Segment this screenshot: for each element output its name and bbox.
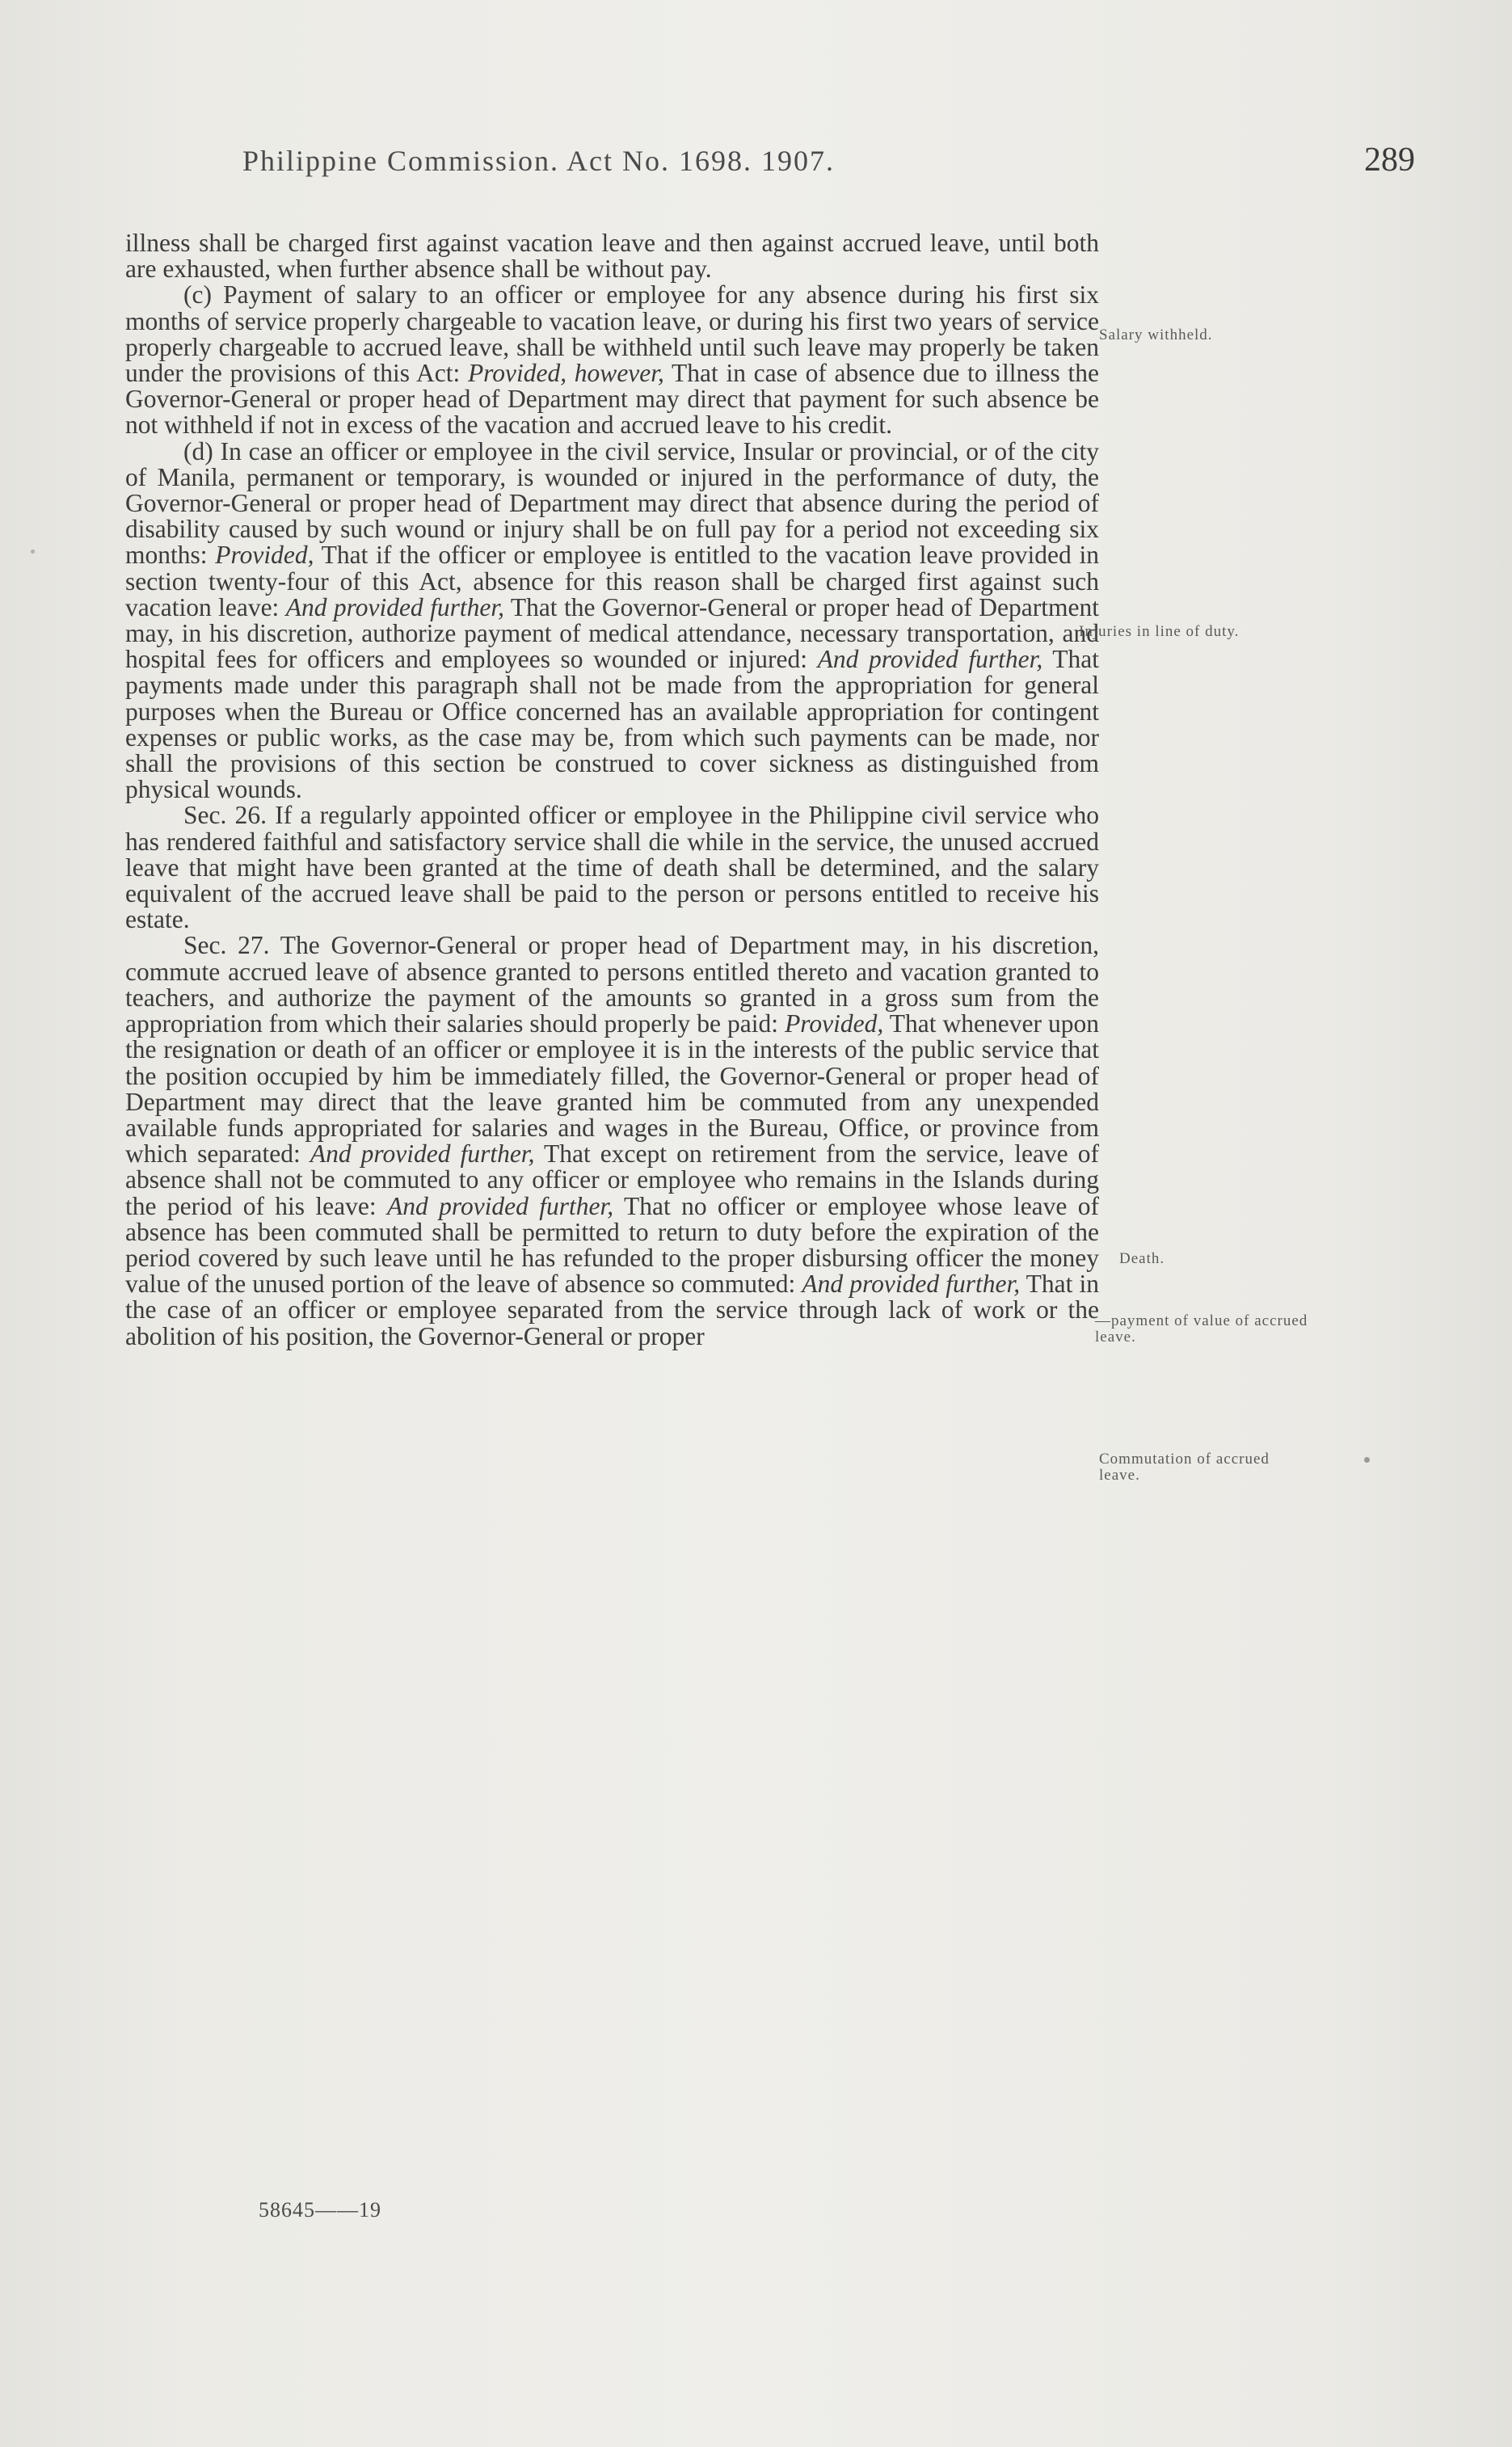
paragraph-c [125, 282, 1099, 438]
paragraph-text: That except on retirement from the service, leave of absence shall not be commuted to any officer or employee who remains in the Islands during the period of his leave: [125, 1139, 1099, 1220]
sidenote-injuries: Injuries in line of duty. [1079, 623, 1240, 640]
paragraph-continuation [125, 230, 1099, 282]
page-number: 289 [1364, 141, 1415, 179]
paragraph-text: That in case of absence due to illness the Governor-General or proper head of Department may direct that payment for such absence be not withheld if not in excess of the vacation and accrued leave to his credit. [125, 359, 1099, 440]
paragraph-text: Sec. 26. If a regularly appointed officer or employee in the Philippine civil service who has rendered faithful and satisfactory service shall die while in the service, the unused accrued leave that might have been granted at the time of death shall be determined, and the salary equivalent of the accrued leave shall be paid to the person or persons entitled to receive his estate. [125, 801, 1099, 934]
paragraph-text: (d) In case an officer or employee in the civil service, Insular or provincial, or of the city of Manila, permanent or temporary, is wounded or injured in the performance of duty, the Governor-General or proper head of Department may direct that absence during the period of disability caused by such wound or injury shall be on full pay for a period not exceeding six months: [125, 436, 1099, 570]
sidenote-commutation: Commutation of accrued leave. [1099, 1451, 1270, 1484]
proviso-italic: Provided, however, [467, 359, 664, 388]
proviso-italic: Provided, [785, 1009, 884, 1038]
paragraph-text: illness shall be charged first against vacation leave and then against accrued leave, until both are exhausted, when further absence shall be without pay. [125, 229, 1099, 284]
paragraph-d [125, 436, 1100, 804]
page-header [0, 141, 1512, 192]
paragraph-text: (c) Payment of salary to an officer or employee for any absence during his first six months of service properly chargeable to vacation leave, or during his first two years of service properly chargeable to accrued leave, shall be withheld until such leave may properly be taken under the provisions of this Act: [125, 280, 1099, 388]
running-head: Philippine Commission. Act No. 1698. 1907. [242, 145, 836, 177]
proviso-italic: And provided further, [285, 592, 504, 621]
section-27 [125, 933, 1099, 1349]
sidenote-payment-value: —payment of value of accrued leave. [1095, 1312, 1308, 1346]
sidenote-death: Death. [1119, 1250, 1165, 1267]
paragraph-text: Sec. 27. The Governor-General or proper head of Department may, in his discretion, commute accrued leave of absence granted to persons entitled thereto and vacation granted to teachers, and authorize the payment of the amounts so granted in a gross sum from the appropriation from which their salaries should properly be paid: [125, 931, 1099, 1038]
speck-mark [1364, 1457, 1370, 1463]
paragraph-text: That whenever upon the resignation or death of an officer or employee it is in the interests of the public service that the position occupied by him be immediately filled, the Governor-General or proper head of Department may direct that the leave granted him be commuted from any unexpended available funds appropriated for salaries and wages in the Bureau, Office, or province from which separated: [125, 1009, 1099, 1169]
footer-signature: 58645——19 [259, 2198, 381, 2222]
section-26 [125, 802, 1099, 933]
sidenote-salary-withheld: Salary withheld. [1099, 326, 1213, 343]
proviso-italic: And provided further, [387, 1191, 614, 1220]
paragraph-text: That the Governor-General or proper head of Department may, in his discretion, authorize payment of medical attendance, necessary transportation, and hospital fees for officers and employees so wounded or injured: [125, 592, 1099, 674]
paragraph-text: That no officer or employee whose leave of absence has been commuted shall be permitted to return to duty before the expiration of the period covered by such leave until he has refunded to the proper disbursing officer the money value of the unused portion of the leave of absence so commuted: [125, 1191, 1099, 1299]
paragraph-text: That payments made under this paragraph shall not be made from the appropriation for general purposes when the Bureau or Office concerned has an available appropriation for contingent expenses or public works, as the case may be, from which such payments can be made, nor shall the provisions of this section be construed to cover sickness as distinguished from physical wounds. [125, 645, 1099, 804]
body-text [125, 230, 1099, 1350]
proviso-italic: And provided further, [802, 1270, 1021, 1299]
paragraph-text: That if the officer or employee is entitled to the vacation leave provided in section twenty-four of this Act, absence for this reason shall be charged first against such vacation leave: [125, 541, 1100, 621]
proviso-italic: Provided, [215, 541, 314, 570]
paragraph-text: That in the case of an officer or employee separated from the service through lack of work or the abolition of his position, the Governor-General or proper [125, 1270, 1099, 1350]
speck-mark [31, 550, 35, 554]
proviso-italic: And provided further, [310, 1139, 535, 1169]
proviso-italic: And provided further, [817, 645, 1043, 674]
